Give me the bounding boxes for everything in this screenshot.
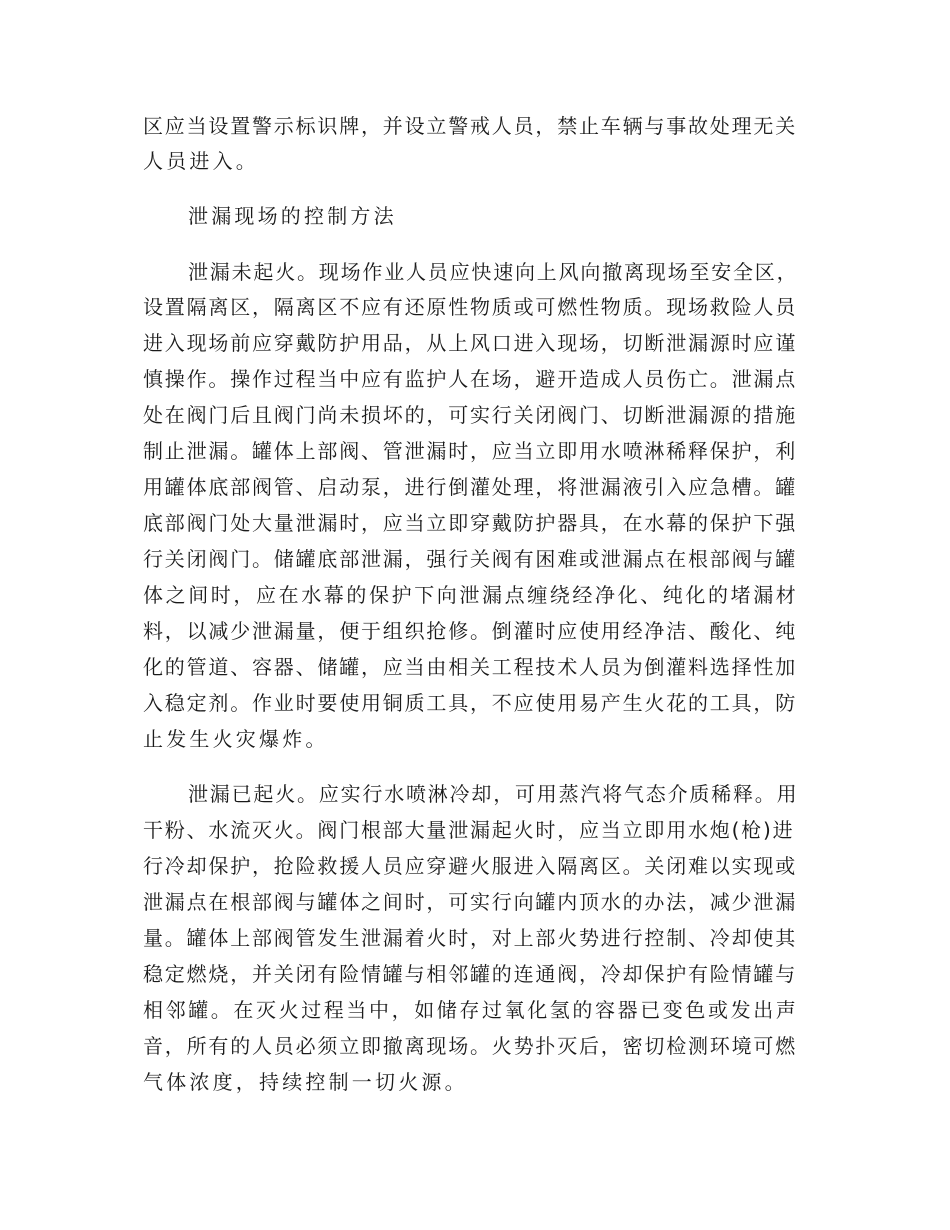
paragraph-ignited-line: 泄漏已起火。应实行水喷淋冷却，可用蒸汽将气态介质稀释。用 [188, 782, 799, 806]
paragraph-unignited-line: 料，以减少泄漏量，便于组织抢修。倒灌时应使用经净洁、酸化、纯 [143, 619, 797, 643]
paragraph-ignited-line: 量。罐体上部阀管发生泄漏着火时，对上部火势进行控制、冷却使其 [143, 926, 797, 950]
paragraph-ignited-line: 干粉、水流灭火。阀门根部大量泄漏起火时，应当立即用水炮(枪)进 [143, 818, 795, 842]
paragraph-unignited-line: 底部阀门处大量泄漏时，应当立即穿戴防护器具，在水幕的保护下强 [143, 511, 797, 535]
paragraph-unignited-line: 制止泄漏。罐体上部阀、管泄漏时，应当立即用水喷淋稀释保护，利 [143, 439, 797, 463]
paragraph-unignited-line: 泄漏未起火。现场作业人员应快速向上风向撤离现场至安全区， [188, 260, 799, 284]
paragraph-unignited-line: 化的管道、容器、储罐，应当由相关工程技术人员为倒灌料选择性加 [143, 655, 797, 679]
paragraph-unignited-line: 止发生火灾爆炸。 [143, 727, 329, 751]
paragraph-unignited-line: 慎操作。操作过程当中应有监护人在场，避开造成人员伤亡。泄漏点 [143, 367, 797, 391]
paragraph-unignited-line: 处在阀门后且阀门尚未损坏的，可实行关闭阀门、切断泄漏源的措施 [143, 403, 797, 427]
paragraph-ignited-line: 稳定燃烧，并关闭有险情罐与相邻罐的连通阀，冷却保护有险情罐与 [143, 962, 797, 986]
intro-line-1: 区应当设置警示标识牌，并设立警戒人员，禁止车辆与事故处理无关 [143, 114, 797, 138]
paragraph-unignited-line: 入稳定剂。作业时要使用铜质工具，不应使用易产生火花的工具，防 [143, 691, 797, 715]
paragraph-unignited-line: 行关闭阀门。储罐底部泄漏，强行关阀有困难或泄漏点在根部阀与罐 [143, 547, 797, 571]
paragraph-ignited-line: 行冷却保护，抢险救援人员应穿避火服进入隔离区。关闭难以实现或 [143, 854, 797, 878]
paragraph-ignited-line: 相邻罐。在灭火过程当中，如储存过氧化氢的容器已变色或发出声 [143, 998, 799, 1022]
paragraph-unignited-line: 设置隔离区，隔离区不应有还原性物质或可燃性物质。现场救险人员 [143, 295, 797, 319]
paragraph-unignited-line: 用罐体底部阀管、启动泵，进行倒灌处理，将泄漏液引入应急槽。罐 [143, 475, 797, 499]
paragraph-unignited-line: 进入现场前应穿戴防护用品，从上风口进入现场，切断泄漏源时应谨 [143, 331, 797, 355]
section-heading: 泄漏现场的控制方法 [188, 204, 397, 228]
paragraph-ignited-line: 音，所有的人员必须立即撤离现场。火势扑灭后，密切检测环境可燃 [143, 1034, 797, 1058]
paragraph-unignited-line: 体之间时，应在水幕的保护下向泄漏点缠绕经净化、纯化的堵漏材 [143, 583, 799, 607]
paragraph-ignited-line: 泄漏点在根部阀与罐体之间时，可实行向罐内顶水的办法，减少泄漏 [143, 890, 797, 914]
paragraph-ignited-line: 气体浓度，持续控制一切火源。 [143, 1070, 468, 1094]
intro-line-2: 人员进入。 [143, 149, 259, 173]
